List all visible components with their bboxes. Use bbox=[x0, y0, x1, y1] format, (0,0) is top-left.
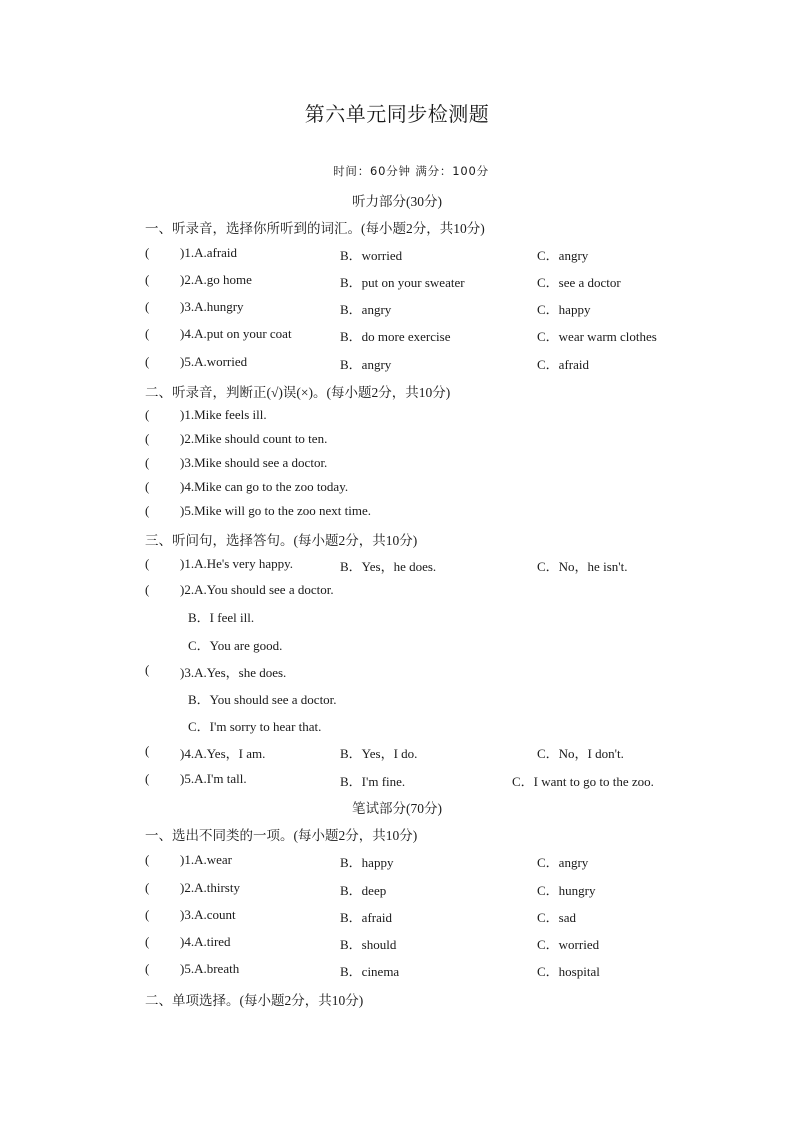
option-c: C．hungry bbox=[537, 883, 596, 898]
question-row bbox=[145, 272, 705, 290]
listening-part2-heading: 二、听录音，判断正(√)误(×)。(每小题2分，共10分) bbox=[145, 385, 451, 400]
option-a: )5.A.breath bbox=[180, 961, 240, 976]
option-c: C．angry bbox=[537, 248, 589, 263]
written-part2-heading: 二、单项选择。(每小题2分，共10分) bbox=[145, 993, 364, 1008]
option-a: )1.A.afraid bbox=[180, 245, 238, 260]
answer-blank[interactable]: ( bbox=[145, 272, 150, 287]
judgement-row bbox=[145, 503, 705, 521]
option-a: )4.A.Yes，I am. bbox=[180, 746, 266, 761]
option-a: )2.A.You should see a doctor. bbox=[180, 582, 334, 597]
question-row bbox=[145, 961, 705, 979]
answer-blank[interactable]: ( bbox=[145, 961, 150, 976]
listening-part3-heading: 三、听问句，选择答句。(每小题2分，共10分) bbox=[145, 533, 418, 548]
option-b: B．angry bbox=[340, 302, 392, 317]
question-row bbox=[145, 934, 705, 952]
option-b: B．do more exercise bbox=[340, 329, 451, 344]
statement: )4.Mike can go to the zoo today. bbox=[180, 479, 349, 494]
option-b: B．Yes，he does. bbox=[340, 559, 437, 574]
option-a: )3.A.count bbox=[180, 907, 236, 922]
answer-blank[interactable]: ( bbox=[145, 582, 150, 597]
question-row bbox=[145, 354, 705, 372]
answer-blank[interactable]: ( bbox=[145, 852, 150, 867]
option-c: C．You are good. bbox=[188, 638, 283, 653]
question-row bbox=[145, 771, 705, 789]
question-row bbox=[145, 556, 705, 574]
answer-blank[interactable]: ( bbox=[145, 503, 150, 518]
question-row bbox=[145, 907, 705, 925]
question-row bbox=[145, 852, 705, 870]
option-c: C．No，I don't. bbox=[537, 746, 624, 761]
question-row bbox=[145, 582, 705, 600]
answer-blank[interactable]: ( bbox=[145, 326, 150, 341]
option-c: C．see a doctor bbox=[537, 275, 621, 290]
option-b: B．cinema bbox=[340, 964, 400, 979]
judgement-row bbox=[145, 431, 705, 449]
option-c: C．happy bbox=[537, 302, 591, 317]
option-c: C．No，he isn't. bbox=[537, 559, 628, 574]
question-row bbox=[145, 326, 705, 344]
question-row bbox=[145, 245, 705, 263]
option-b: B．put on your sweater bbox=[340, 275, 465, 290]
judgement-row bbox=[145, 479, 705, 497]
answer-blank[interactable]: ( bbox=[145, 455, 150, 470]
option-a: )4.A.tired bbox=[180, 934, 231, 949]
option-a: )2.A.thirsty bbox=[180, 880, 240, 895]
judgement-row bbox=[145, 407, 705, 425]
written-heading: 笔试部分(70分) bbox=[352, 801, 442, 816]
answer-blank[interactable]: ( bbox=[145, 771, 150, 786]
option-b: B．worried bbox=[340, 248, 403, 263]
option-c: C．angry bbox=[537, 855, 589, 870]
question-row bbox=[145, 662, 705, 680]
answer-blank[interactable]: ( bbox=[145, 907, 150, 922]
option-c: C．sad bbox=[537, 910, 577, 925]
option-b: B．I'm fine. bbox=[340, 774, 406, 789]
option-b: B．Yes，I do. bbox=[340, 746, 418, 761]
answer-blank[interactable]: ( bbox=[145, 354, 150, 369]
option-c: C．afraid bbox=[537, 357, 589, 372]
option-c: C．I want to go to the zoo. bbox=[512, 774, 654, 789]
answer-blank[interactable]: ( bbox=[145, 245, 150, 260]
option-a: )5.A.I'm tall. bbox=[180, 771, 247, 786]
option-a: )1.A.wear bbox=[180, 852, 232, 867]
answer-blank[interactable]: ( bbox=[145, 743, 150, 758]
option-c: C．worried bbox=[537, 937, 600, 952]
option-c: C．hospital bbox=[537, 964, 600, 979]
option-c: C．I'm sorry to hear that. bbox=[188, 719, 322, 734]
listening-heading: 听力部分(30分) bbox=[352, 194, 442, 209]
judgement-row bbox=[145, 455, 705, 473]
option-b: B．afraid bbox=[340, 910, 392, 925]
question-row bbox=[145, 743, 705, 761]
option-a: )2.A.go home bbox=[180, 272, 252, 287]
statement: )3.Mike should see a doctor. bbox=[180, 455, 328, 470]
question-row bbox=[145, 299, 705, 317]
answer-blank[interactable]: ( bbox=[145, 662, 150, 677]
option-a: )3.A.Yes，she does. bbox=[180, 665, 287, 680]
option-b: B．deep bbox=[340, 883, 387, 898]
option-a: )4.A.put on your coat bbox=[180, 326, 292, 341]
option-a: )3.A.hungry bbox=[180, 299, 244, 314]
option-b: B．You should see a doctor. bbox=[188, 692, 337, 707]
written-part1-heading: 一、选出不同类的一项。(每小题2分，共10分) bbox=[145, 828, 418, 843]
answer-blank[interactable]: ( bbox=[145, 556, 150, 571]
answer-blank[interactable]: ( bbox=[145, 934, 150, 949]
option-c: C．wear warm clothes bbox=[537, 329, 657, 344]
statement: )2.Mike should count to ten. bbox=[180, 431, 328, 446]
answer-blank[interactable]: ( bbox=[145, 299, 150, 314]
statement: )5.Mike will go to the zoo next time. bbox=[180, 503, 371, 518]
answer-blank[interactable]: ( bbox=[145, 479, 150, 494]
answer-blank[interactable]: ( bbox=[145, 431, 150, 446]
page-title: 第六单元同步检测题 bbox=[304, 104, 490, 126]
exam-meta: 时间：60分钟 满分：100分 bbox=[333, 164, 489, 178]
option-a: )5.A.worried bbox=[180, 354, 248, 369]
statement: )1.Mike feels ill. bbox=[180, 407, 267, 422]
option-a: )1.A.He's very happy. bbox=[180, 556, 294, 571]
answer-blank[interactable]: ( bbox=[145, 880, 150, 895]
option-b: B．happy bbox=[340, 855, 394, 870]
option-b: B．angry bbox=[340, 357, 392, 372]
option-b: B．should bbox=[340, 937, 397, 952]
question-row bbox=[145, 880, 705, 898]
answer-blank[interactable]: ( bbox=[145, 407, 150, 422]
listening-part1-heading: 一、听录音，选择你所听到的词汇。(每小题2分，共10分) bbox=[145, 221, 485, 236]
option-b: B．I feel ill. bbox=[188, 610, 255, 625]
